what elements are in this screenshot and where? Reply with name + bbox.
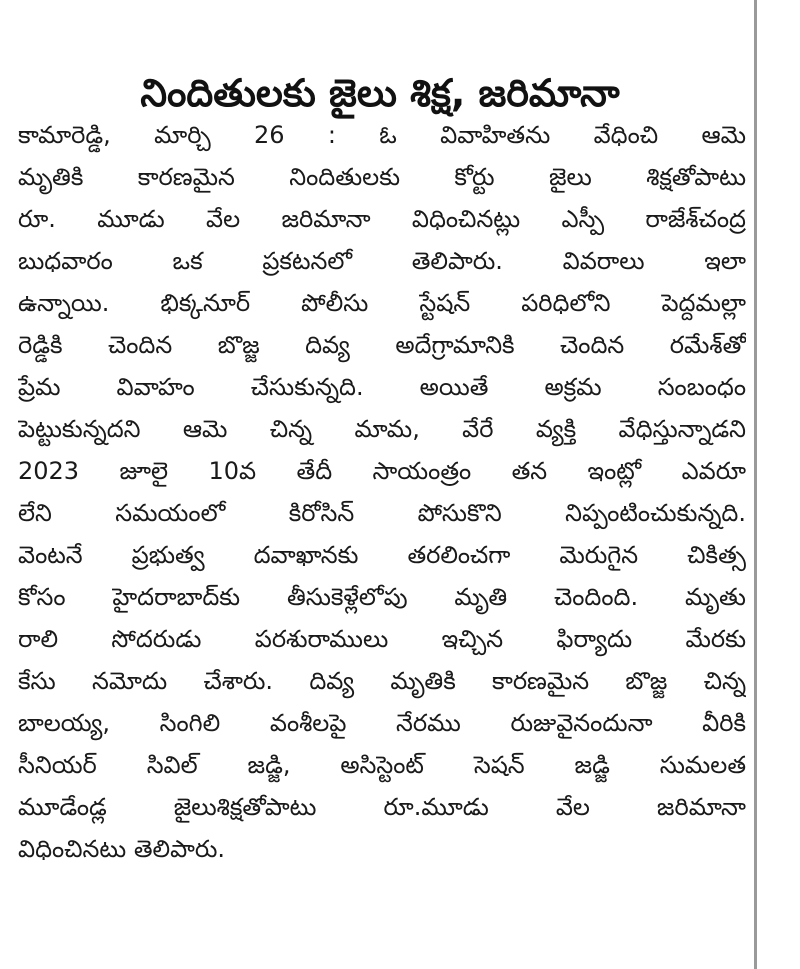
article-line: మృతికి కారణమైన నిందితులకు కోర్టు జైలు శిక్షతోపాటు — [18, 163, 746, 191]
article-line: సీనియర్ సివిల్ జడ్జి, అసిస్టెంట్ సెషన్ జడ్జి సుమలత — [18, 751, 746, 779]
article-line: కామారెడ్డి, మార్చి 26 : ఓ వివాహితను వేధించి ఆమె — [18, 121, 746, 149]
article-line: కోసం హైదరాబాద్‌కు తీసుకెళ్లేలోపు మృతి చెందింది. మృతు — [18, 583, 746, 611]
article-line: రాలి సోదరుడు పరశురాములు ఇచ్చిన ఫిర్యాదు మేరకు — [18, 625, 746, 653]
article-line: ఉన్నాయి. భిక్కనూర్ పోలీసు స్టేషన్ పరిధిలోని పెద్దమల్లా — [18, 289, 746, 317]
article-body — [18, 114, 746, 870]
article-line: కేసు నమోదు చేశారు. దివ్య మృతికి కారణమైన బొజ్జ చిన్న — [18, 667, 746, 695]
article-line: వెంటనే ప్రభుత్వ దవాఖానకు తరలించగా మెరుగైన చికిత్స — [18, 541, 746, 569]
article-line: రూ. మూడు వేల జరిమానా విధించినట్లు ఎస్పీ రాజేశ్‌చంద్ర — [18, 205, 746, 233]
article-line: రెడ్డికి చెందిన బొజ్జ దివ్య అదేగ్రామానికి చెందిన రమేశ్‌తో — [18, 331, 746, 359]
article-line: 2023 జూలై 10వ తేదీ సాయంత్రం తన ఇంట్లో ఎవరూ — [18, 457, 746, 485]
article-line: మూడేండ్ల జైలుశిక్షతోపాటు రూ.మూడు వేల జరిమానా — [18, 793, 746, 821]
column-divider — [754, 0, 757, 969]
article-line: బాలయ్య, సింగిలి వంశీలపై నేరము రుజువైనందునా వీరికి — [18, 709, 746, 737]
article-headline: నిందితులకు జైలు శిక్ష, జరిమానా — [140, 71, 620, 116]
article-line: విధించినటు తెలిపారు. — [18, 835, 226, 863]
article-line: పెట్టుకున్నదని ఆమె చిన్న మామ, వేరే వ్యక్తి వేధిస్తున్నాడని — [18, 415, 746, 443]
article-line: ప్రేమ వివాహం చేసుకున్నది. అయితే అక్రమ సంబంధం — [18, 373, 746, 401]
article-line: బుధవారం ఒక ప్రకటనలో తెలిపారు. వివరాలు ఇలా — [18, 247, 746, 275]
article-line: లేని సమయంలో కిరోసిన్ పోసుకొని నిప్పంటించుకున్నది. — [18, 499, 746, 527]
